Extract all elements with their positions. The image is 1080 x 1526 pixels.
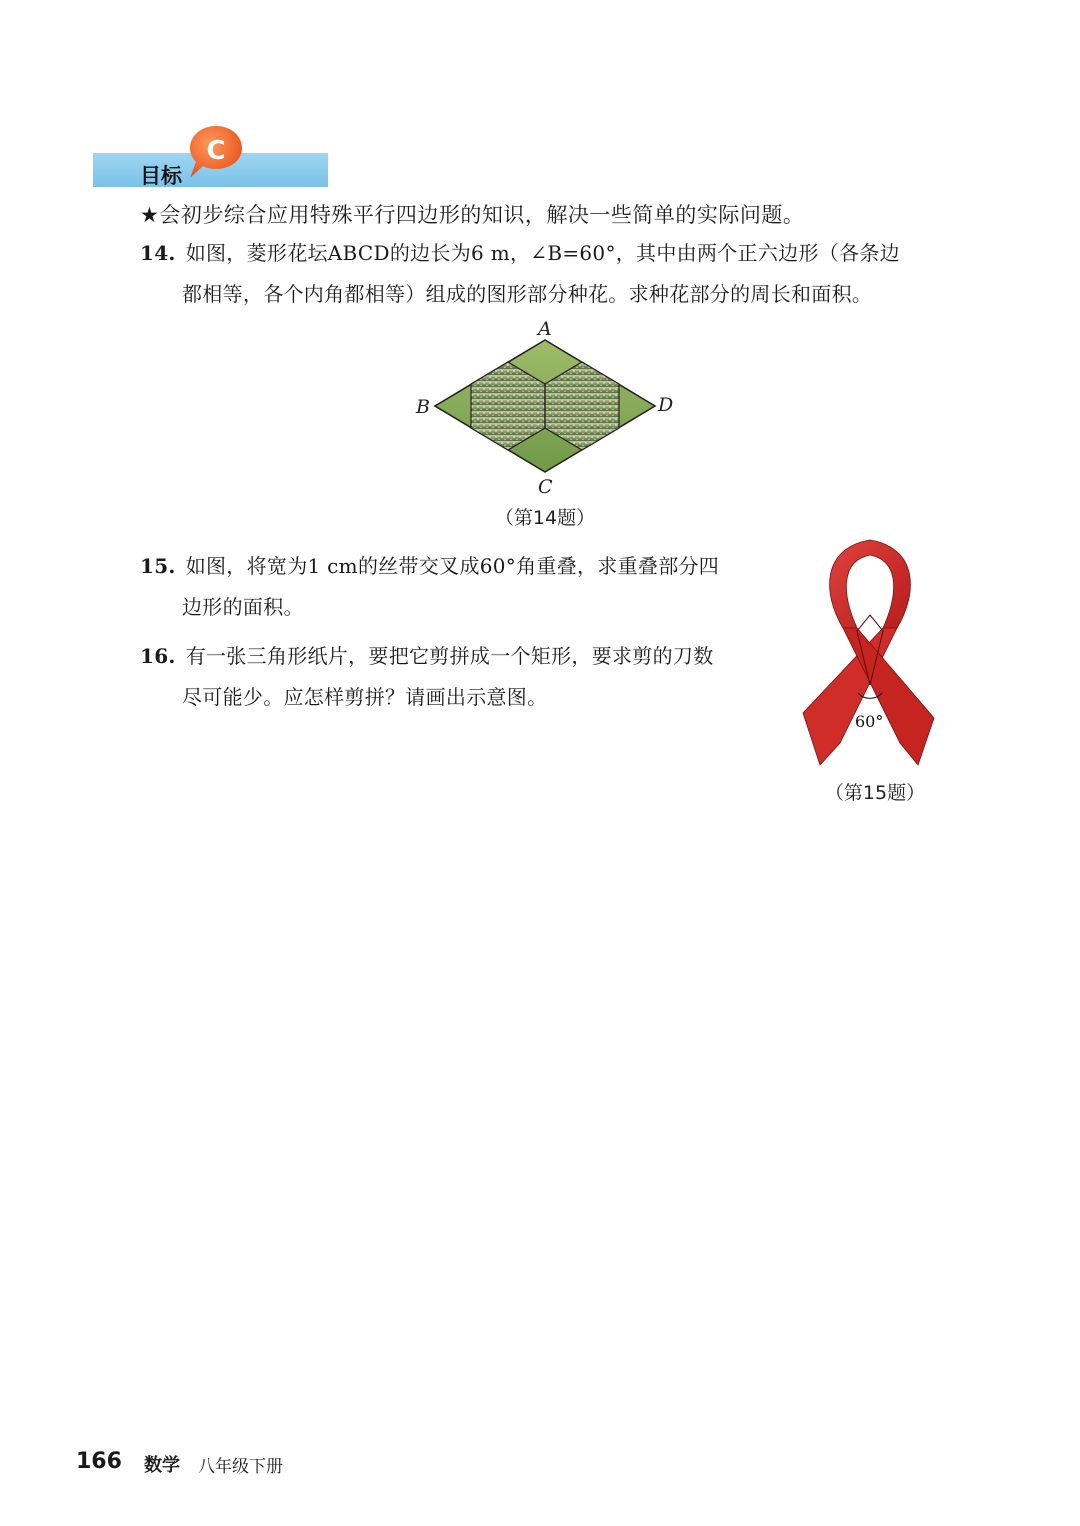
- goal-level-badge: C: [206, 136, 226, 166]
- figure-15-caption: （第15题）: [824, 782, 926, 804]
- problem-number: 15.: [140, 554, 176, 578]
- vertex-label-b: B: [416, 396, 430, 418]
- ribbon-figure: [800, 533, 940, 768]
- problem-text: 尽可能少。应怎样剪拼？请画出示意图。: [182, 685, 548, 709]
- problem-text: 如图，菱形花坛ABCD的边长为6 m，∠B=60°，其中由两个正六边形（各条边: [185, 241, 900, 265]
- vertex-label-d: D: [658, 394, 674, 416]
- problem-text: 边形的面积。: [182, 595, 304, 619]
- problem-15: [140, 546, 780, 628]
- goal-title: 目标: [140, 164, 182, 188]
- page-number: 166: [76, 1449, 122, 1474]
- rhombus-flowerbed-figure: [410, 315, 680, 500]
- problem-number: 14.: [140, 241, 176, 265]
- angle-label: 60°: [855, 712, 884, 731]
- vertex-label-a: A: [538, 318, 552, 340]
- problem-14: [140, 233, 960, 315]
- footer-grade: 八年级下册: [198, 1457, 283, 1477]
- problem-text: 如图，将宽为1 cm的丝带交叉成60°角重叠，求重叠部分四: [185, 554, 720, 578]
- vertex-label-c: C: [538, 476, 553, 498]
- problem-number: 16.: [140, 644, 176, 668]
- figure-14-caption: （第14题）: [494, 507, 596, 529]
- problem-text: 都相等，各个内角都相等）组成的图形部分种花。求种花部分的周长和面积。: [182, 282, 873, 306]
- goal-statement: ★会初步综合应用特殊平行四边形的知识，解决一些简单的实际问题。: [140, 203, 805, 227]
- footer-subject: 数学: [144, 1455, 180, 1476]
- problem-16: [140, 636, 780, 718]
- problem-text: 有一张三角形纸片，要把它剪拼成一个矩形，要求剪的刀数: [185, 644, 714, 668]
